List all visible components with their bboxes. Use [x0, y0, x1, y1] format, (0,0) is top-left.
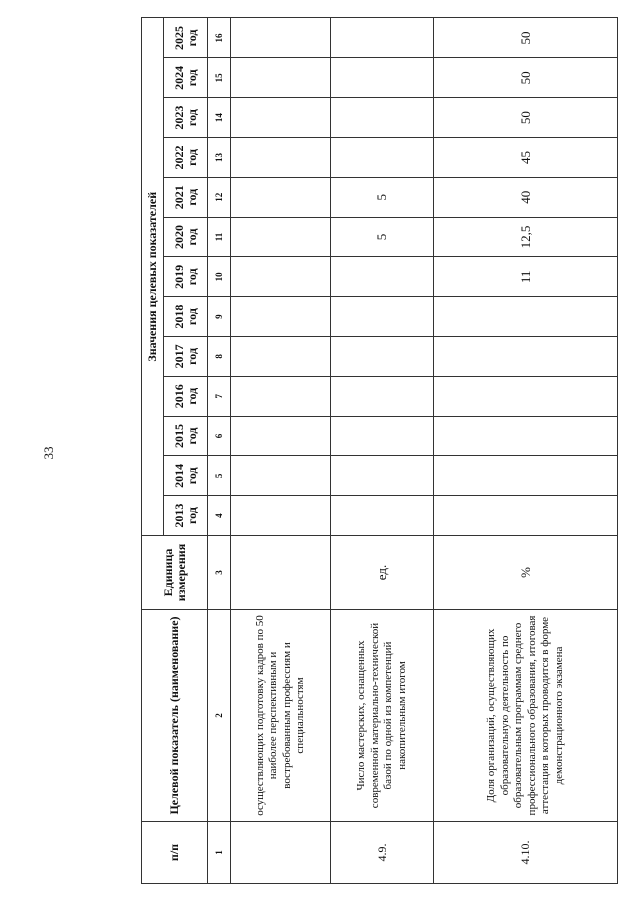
indicator-name: осуществляющих подготовку кадров по 50 наиболее перспективным и востребованным профессиям и специальностям	[231, 610, 331, 822]
column-number: 6	[208, 416, 231, 456]
indicator-value	[434, 337, 618, 377]
row-number: 4.9.	[331, 822, 434, 884]
header-unit: Единица измерения	[142, 536, 208, 610]
year-header: 2021 год	[164, 177, 208, 217]
row-number: 4.10.	[434, 822, 618, 884]
row-number	[231, 822, 331, 884]
indicator-value: 5	[331, 177, 434, 217]
indicator-value	[434, 496, 618, 536]
indicator-name: Доля организаций, осуществляющих образовательную деятельность по образовательным программам среднего профессионального образования, итоговая аттестация в которых проводится в форме демонстрационного экзамена	[434, 610, 618, 822]
column-number: 9	[208, 297, 231, 337]
table-row	[331, 18, 434, 884]
indicator-value	[434, 376, 618, 416]
year-header: 2023 год	[164, 98, 208, 138]
indicator-value	[231, 337, 331, 377]
year-header: 2024 год	[164, 58, 208, 98]
indicator-value	[331, 138, 434, 178]
header-row-1	[142, 18, 164, 884]
indicator-value	[434, 416, 618, 456]
indicator-value	[231, 177, 331, 217]
indicator-value	[231, 58, 331, 98]
column-number: 1	[208, 822, 231, 884]
indicator-value: 11	[434, 257, 618, 297]
rotated-table-container	[141, 18, 611, 884]
indicator-value	[231, 98, 331, 138]
indicator-value: 12,5	[434, 217, 618, 257]
column-number: 14	[208, 98, 231, 138]
year-header: 2022 год	[164, 138, 208, 178]
indicator-value	[331, 456, 434, 496]
year-header: 2020 год	[164, 217, 208, 257]
indicator-value	[331, 18, 434, 58]
header-indicator: Целевой показатель (наименование)	[142, 610, 208, 822]
indicator-value	[331, 257, 434, 297]
year-header: 2019 год	[164, 257, 208, 297]
year-header: 2025 год	[164, 18, 208, 58]
indicator-value	[231, 217, 331, 257]
indicator-value	[331, 376, 434, 416]
indicator-value: 40	[434, 177, 618, 217]
indicator-value	[331, 98, 434, 138]
target-indicators-table	[141, 17, 618, 884]
column-number: 7	[208, 376, 231, 416]
year-header: 2018 год	[164, 297, 208, 337]
indicator-value	[231, 18, 331, 58]
table-row	[231, 18, 331, 884]
indicator-value	[331, 337, 434, 377]
column-number: 8	[208, 337, 231, 377]
column-number: 16	[208, 18, 231, 58]
unit: ед.	[331, 536, 434, 610]
indicator-value	[331, 297, 434, 337]
indicator-value	[231, 416, 331, 456]
header-num: п/п	[142, 822, 208, 884]
year-header: 2017 год	[164, 337, 208, 377]
indicator-value	[231, 376, 331, 416]
indicator-value	[231, 138, 331, 178]
indicator-value	[231, 297, 331, 337]
indicator-value: 45	[434, 138, 618, 178]
indicator-value	[434, 456, 618, 496]
column-number: 11	[208, 217, 231, 257]
unit: %	[434, 536, 618, 610]
indicator-value	[434, 297, 618, 337]
column-number: 15	[208, 58, 231, 98]
indicator-value: 50	[434, 18, 618, 58]
page-number: 33	[41, 446, 56, 460]
column-number-row	[208, 18, 231, 884]
column-number: 13	[208, 138, 231, 178]
column-number: 5	[208, 456, 231, 496]
header-values: Значения целевых показателей	[142, 18, 164, 536]
year-header: 2014 год	[164, 456, 208, 496]
year-header: 2015 год	[164, 416, 208, 456]
indicator-value: 5	[331, 217, 434, 257]
column-number: 12	[208, 177, 231, 217]
year-header: 2016 год	[164, 376, 208, 416]
indicator-value	[231, 456, 331, 496]
indicator-value	[331, 496, 434, 536]
table-row	[434, 18, 618, 884]
indicator-value	[331, 416, 434, 456]
indicator-value: 50	[434, 58, 618, 98]
column-number: 10	[208, 257, 231, 297]
indicator-value: 50	[434, 98, 618, 138]
column-number: 2	[208, 610, 231, 822]
indicator-value	[231, 257, 331, 297]
indicator-value	[231, 496, 331, 536]
column-number: 4	[208, 496, 231, 536]
unit	[231, 536, 331, 610]
column-number: 3	[208, 536, 231, 610]
indicator-name: Число мастерских, оснащенных современной материально-технической базой по одной из компетенций накопительным итогом	[331, 610, 434, 822]
year-header: 2013 год	[164, 496, 208, 536]
indicator-value	[331, 58, 434, 98]
